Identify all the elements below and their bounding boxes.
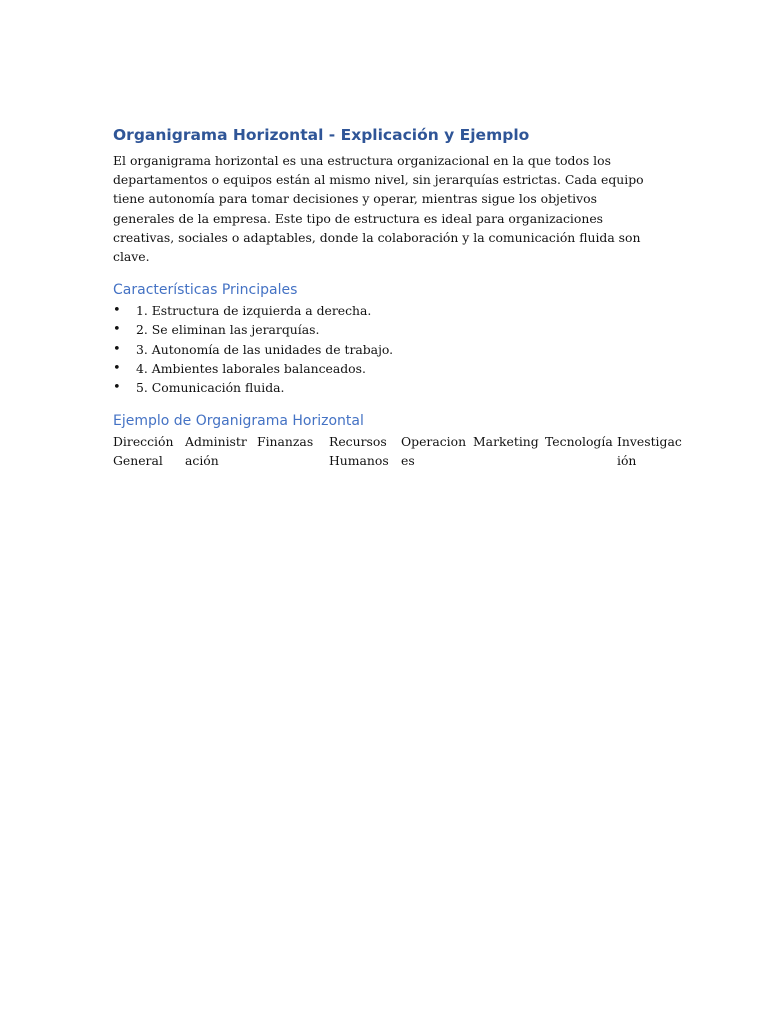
department-cell: Administración — [185, 434, 247, 469]
list-item — [113, 301, 653, 320]
features-heading: Características Principales — [113, 282, 298, 299]
example-heading: Ejemplo de Organigrama Horizontal — [113, 413, 364, 430]
list-item-text: 2. Se eliminan las jerarquías. — [136, 322, 320, 338]
department-cell: Investigación — [617, 434, 682, 469]
list-item — [113, 378, 653, 397]
bullet-icon: • — [113, 303, 121, 319]
list-item-text: 4. Ambientes laborales balanceados. — [136, 360, 366, 376]
list-item-text: 1. Estructura de izquierda a derecha. — [136, 303, 372, 319]
department-cell: Dirección General — [113, 434, 174, 469]
org-chart-table — [113, 432, 689, 470]
list-item-text: 5. Comunicación fluida. — [136, 380, 285, 396]
bullet-icon: • — [113, 360, 121, 376]
department-cell: Marketing — [473, 434, 539, 450]
list-item — [113, 359, 653, 378]
intro-paragraph: El organigrama horizontal es una estructura organizacional en la que todos los departamentos o equipos están al mismo nivel, sin jerarquías estrictas. Cada equipo tiene autonomía para tomar decisiones y operar, mientras sigue los objetivos generales de la empresa. Este tipo de estructura es ideal para organizaciones creativas, sociales o adaptables, donde la colaboración y la comunicación fluida son clave. — [113, 153, 644, 265]
list-item — [113, 320, 653, 339]
features-list — [113, 301, 653, 397]
document-title: Organigrama Horizontal - Explicación y Ejemplo — [113, 126, 530, 144]
bullet-icon: • — [113, 380, 121, 396]
list-item — [113, 340, 653, 359]
bullet-icon: • — [113, 322, 121, 338]
document-content — [113, 125, 682, 471]
bullet-icon: • — [113, 341, 121, 357]
department-cell: Recursos Humanos — [329, 434, 389, 469]
table-row — [113, 432, 689, 470]
department-cell: Finanzas — [257, 434, 314, 450]
list-item-text: 3. Autonomía de las unidades de trabajo. — [136, 341, 394, 357]
department-cell: Operaciones — [401, 434, 467, 469]
department-cell: Tecnología — [545, 434, 613, 450]
